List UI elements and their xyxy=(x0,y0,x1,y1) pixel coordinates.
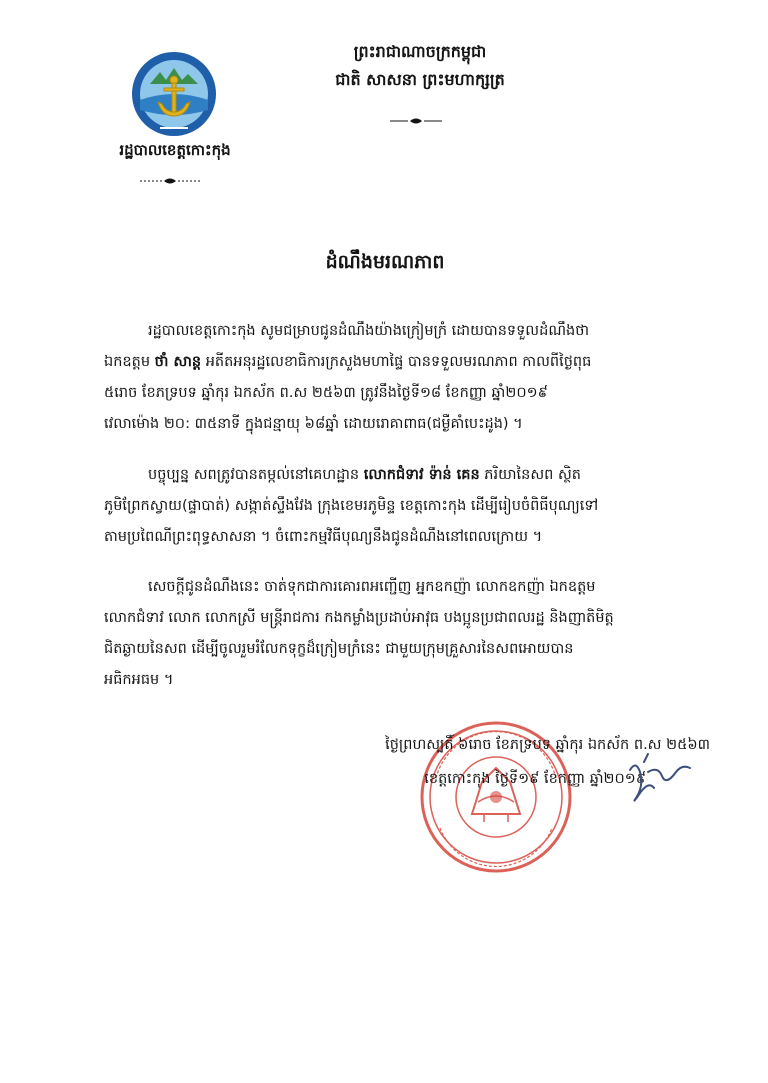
text-segment: ឯកឧត្តម xyxy=(104,354,155,370)
ornament-divider xyxy=(390,116,442,126)
organization-name: រដ្ឋបាលខេត្តកោះកុង xyxy=(119,141,231,159)
document-title: ដំណឹងមរណភាព xyxy=(325,251,445,273)
paragraph-announcement xyxy=(104,316,704,440)
ornament-divider xyxy=(140,176,200,186)
text-segment: បច្ចុប្បន្ន សពត្រូវបានតម្កល់នៅគេហដ្ឋាន xyxy=(148,467,364,483)
deceased-name: ថាំ សាន្ត xyxy=(154,354,202,370)
kingdom-header xyxy=(300,38,540,94)
text-line: រដ្ឋបាលខេត្តកោះកុង សូមជម្រាបជូនដំណឹងយ៉ាងក្រៀមក្រំ ដោយបានទទួលដំណឹងថា xyxy=(148,323,590,339)
solar-date: ខេត្តកោះកុង ថ្ងៃទី១៩ ខែកញ្ញា ឆ្នាំ២០១៩ xyxy=(424,771,646,787)
text-line: សេចក្ដីជូនដំណឹងនេះ ចាត់ទុកជាការគោរពអញ្ជើញ អ្នកឧកញ៉ា លោកឧកញ៉ា ឯកឧត្តម xyxy=(148,579,596,595)
paragraph-funeral-location xyxy=(104,460,704,553)
text-segment: ភរិយានៃសព ស្ថិត xyxy=(479,467,581,483)
text-line: វេលាម៉ោង ២០: ៣៥នាទី ក្នុងជន្មាយុ ៦៨ឆ្នាំ ដោយរោគាពាធ(ជម្ងឺគាំបេះដូង) ។ xyxy=(104,416,523,432)
text-line: ភូមិព្រែកស្វាយ(ផ្ទាបាត់) សង្កាត់ស្ទឹងវែង ក្រុងខេមរភូមិន្ទ ខេត្តកោះកុង ដើម្បីរៀបចំពិធីបុណ្យទៅ xyxy=(104,498,599,514)
provincial-logo xyxy=(130,50,218,138)
text-line: អធិកអធម ។ xyxy=(104,672,174,688)
text-line: ជិតឆ្ងាយនៃសព ដើម្បីចូលរួមរំលែកទុក្ខដ៏ក្រៀមក្រំនេះ ជាមួយក្រុមគ្រួសារនៃសពអោយបាន xyxy=(104,641,574,657)
spouse-name: លោកជំទាវ ទ៉ាន់ គេន xyxy=(363,467,480,483)
text-line: លោកជំទាវ លោក លោកស្រី មន្ត្រីរាជការ កងកម្លាំងប្រដាប់អាវុធ បងប្អូនប្រជាពលរដ្ឋ និងញាតិមិត្ត xyxy=(104,610,614,626)
kingdom-name: ព្រះរាជាណាចក្រកម្ពុជា xyxy=(353,42,487,61)
text-line: ៥រោច ខែភទ្របទ ឆ្នាំកុរ ឯកស័ក ព.ស ២៥៦៣ ត្រូវនឹងថ្ងៃទី១៨ ខែកញ្ញា ឆ្នាំ២០១៩ xyxy=(104,385,548,401)
signature xyxy=(618,752,708,812)
text-line: តាមប្រពៃណីព្រះពុទ្ធសាសនា ។ ចំពោះកម្មវិធីបុណ្យនឹងជូនដំណឹងនៅពេលក្រោយ ។ xyxy=(104,529,543,545)
national-motto: ជាតិ សាសនា ព្រះមហាក្សត្រ xyxy=(335,70,505,89)
text-line xyxy=(104,347,704,378)
text-line xyxy=(104,460,704,491)
lunar-date: ថ្ងៃព្រហស្បតិ៍ ៦រោច ខែភទ្របទ ឆ្នាំកុរ ឯកស័ក ព.ស ២៥៦៣ xyxy=(385,737,710,753)
text-segment: អតីតអនុរដ្ឋលេខាធិការក្រសួងមហាផ្ទៃ បានទទួលមរណភាព កាលពីថ្ងៃពុធ xyxy=(201,354,592,370)
paragraph-invitation xyxy=(104,572,704,696)
